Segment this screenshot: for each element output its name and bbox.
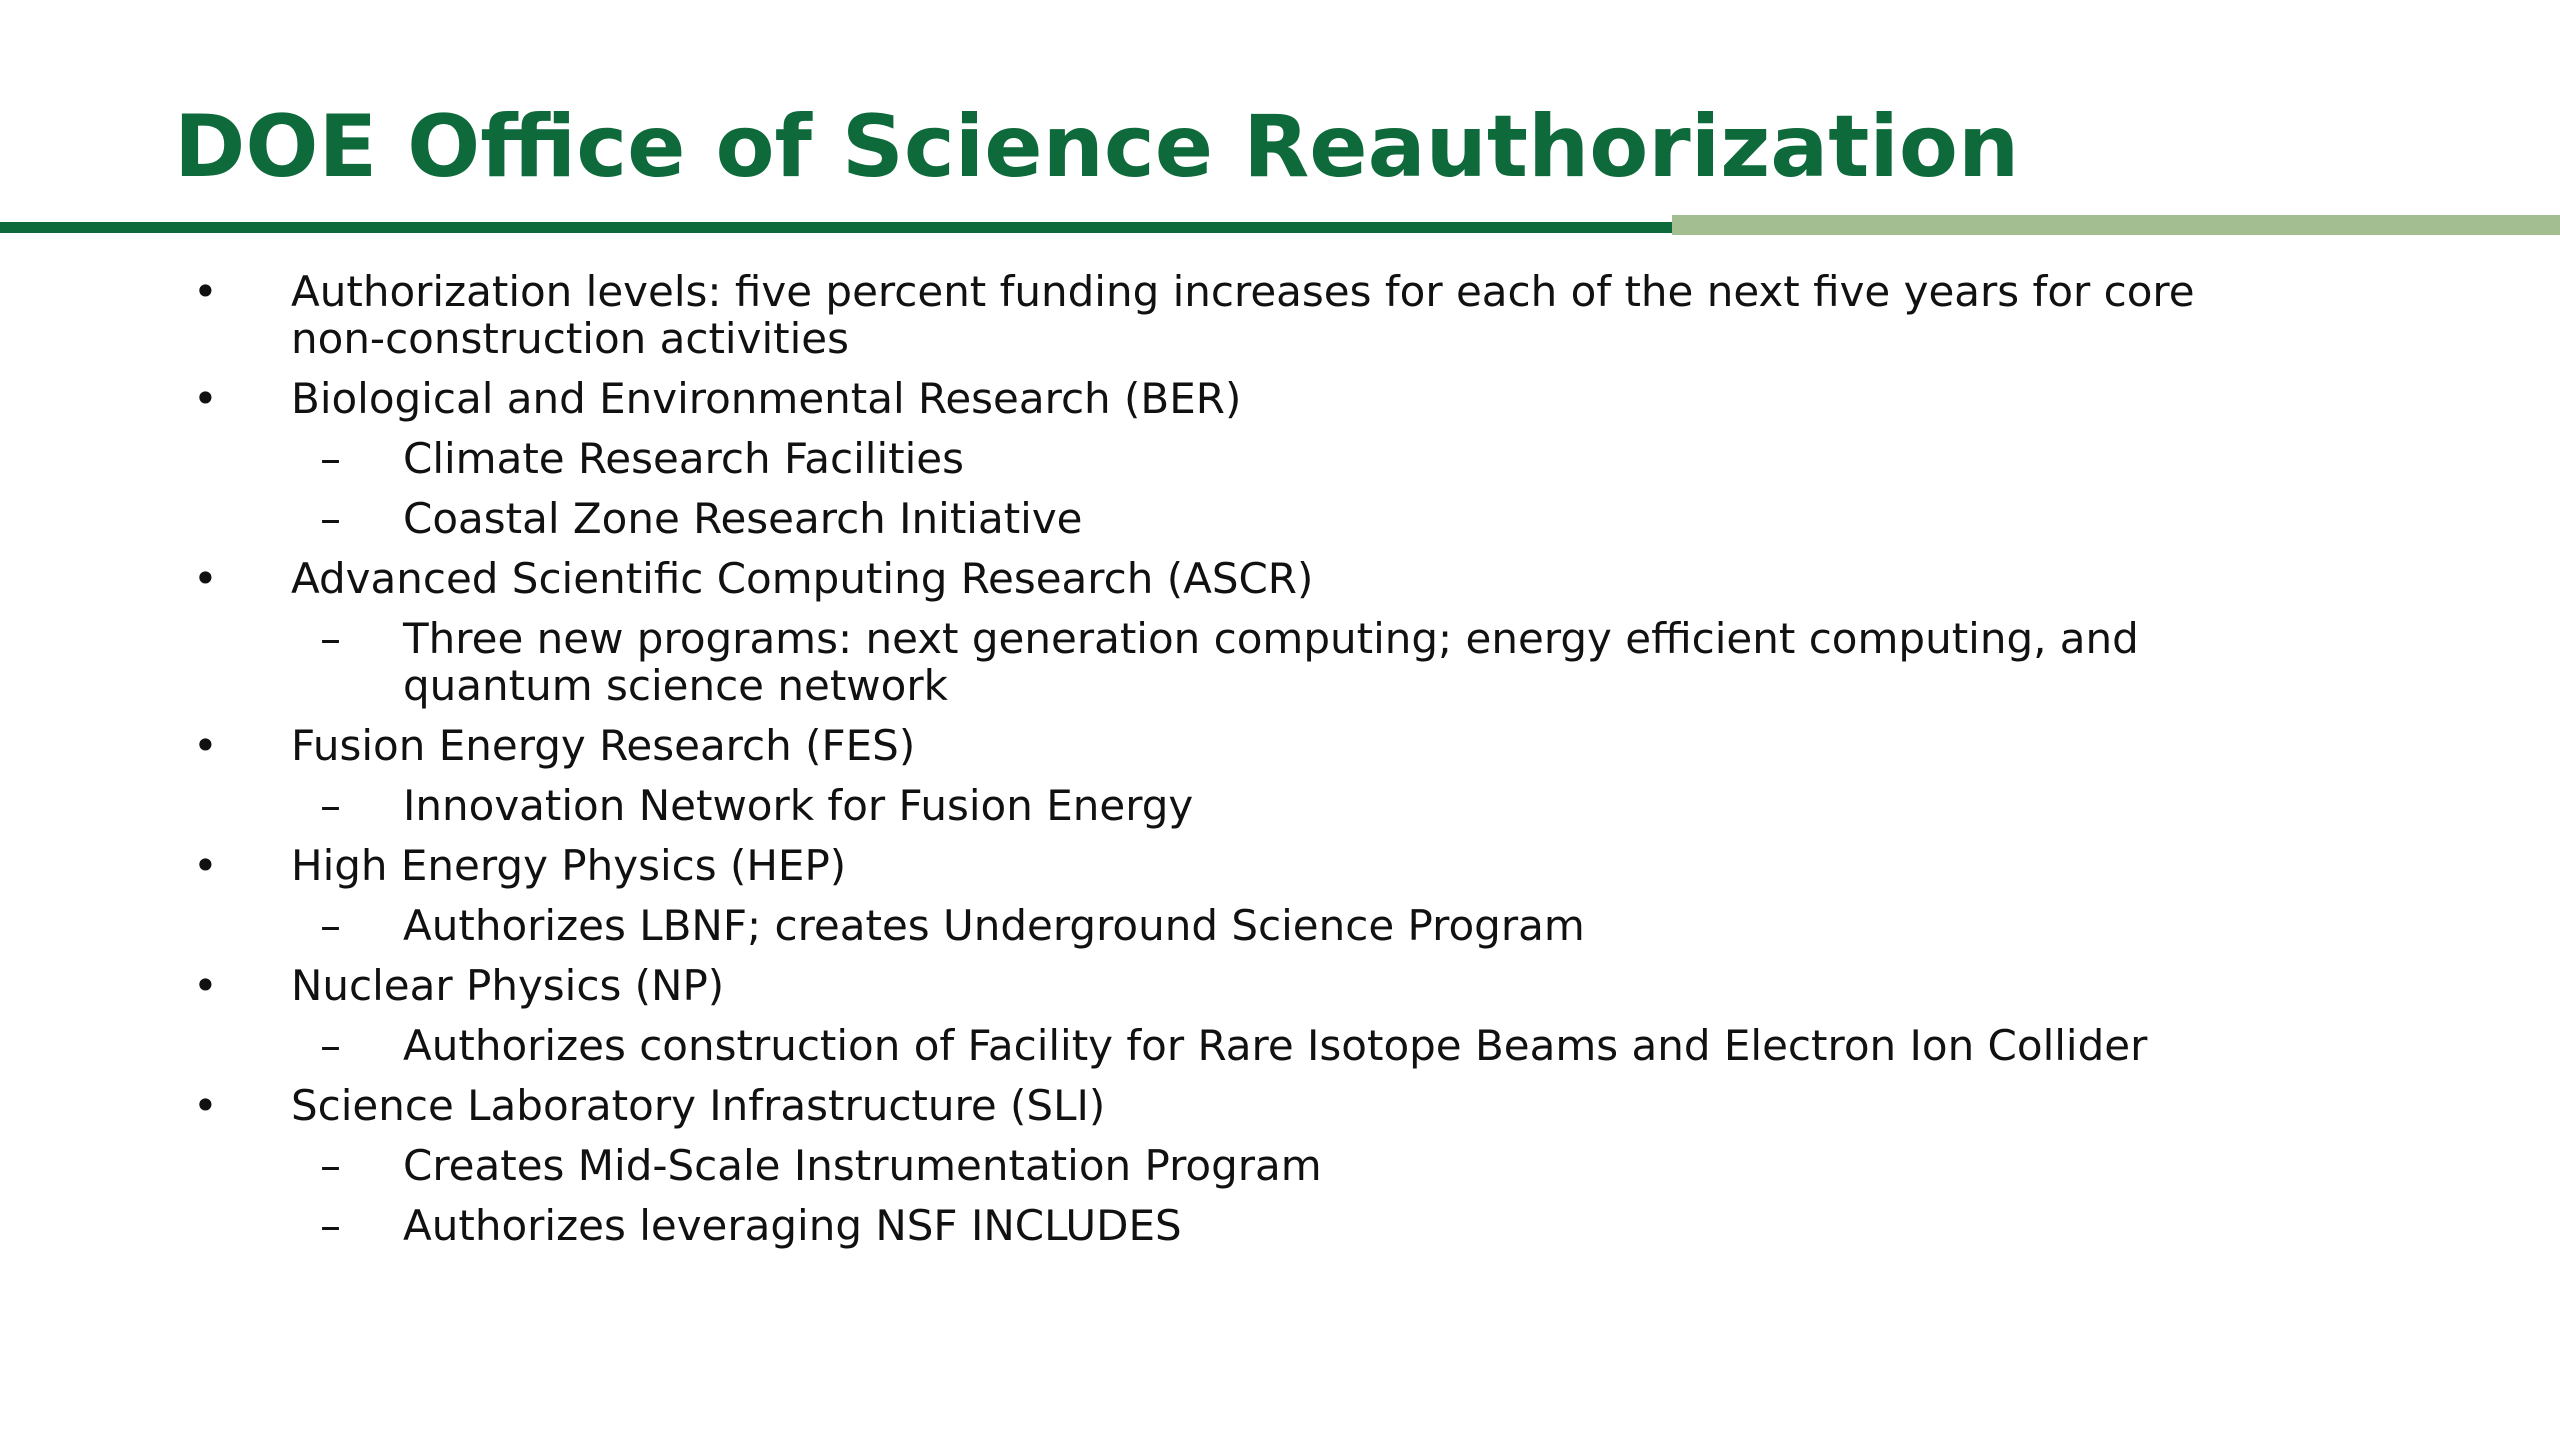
bullet-item xyxy=(0,962,2271,1009)
dash-marker: – xyxy=(320,781,341,830)
sub-bullet-item xyxy=(0,435,2283,482)
title-underline-dark xyxy=(0,222,1672,233)
bullet-list xyxy=(0,268,2560,1262)
title-underline-light xyxy=(1672,215,2560,235)
sub-bullet-text: Authorizes leveraging NSF INCLUDES xyxy=(403,1201,1182,1250)
sub-bullet-text: Authorizes construction of Facility for Rare Isotope Beams and Electron Ion Collider xyxy=(403,1021,2148,1070)
bullet-text: Biological and Environmental Research (BER) xyxy=(291,374,1242,423)
bullet-item xyxy=(0,722,2271,769)
sub-bullet-item xyxy=(0,1022,2283,1069)
bullet-text: Fusion Energy Research (FES) xyxy=(291,721,916,770)
sub-bullet-item xyxy=(0,495,2283,542)
dash-marker: – xyxy=(320,1201,341,1250)
bullet-marker: • xyxy=(193,841,218,890)
sub-bullet-text: Innovation Network for Fusion Energy xyxy=(403,781,1194,830)
bullet-marker: • xyxy=(193,721,218,770)
bullet-item xyxy=(0,375,2271,422)
bullet-text: High Energy Physics (HEP) xyxy=(291,841,847,890)
bullet-text: Authorization levels: five percent funding increases for each of the next five years for core non-construction activities xyxy=(291,267,2195,363)
bullet-item xyxy=(0,1082,2271,1129)
sub-bullet-item xyxy=(0,902,2283,949)
bullet-item xyxy=(0,842,2271,889)
dash-marker: – xyxy=(320,434,341,483)
sub-bullet-item xyxy=(0,782,2283,829)
sub-bullet-item xyxy=(0,615,2283,709)
bullet-marker: • xyxy=(193,374,218,423)
dash-marker: – xyxy=(320,494,341,543)
dash-marker: – xyxy=(320,614,341,663)
bullet-marker: • xyxy=(193,554,218,603)
sub-bullet-item xyxy=(0,1202,2283,1249)
bullet-text: Nuclear Physics (NP) xyxy=(291,961,725,1010)
bullet-item xyxy=(0,268,2271,362)
dash-marker: – xyxy=(320,1141,341,1190)
sub-bullet-text: Authorizes LBNF; creates Underground Science Program xyxy=(403,901,1585,950)
dash-marker: – xyxy=(320,901,341,950)
sub-bullet-text: Creates Mid-Scale Instrumentation Program xyxy=(403,1141,1322,1190)
bullet-text: Science Laboratory Infrastructure (SLI) xyxy=(291,1081,1106,1130)
bullet-item xyxy=(0,555,2271,602)
sub-bullet-text: Three new programs: next generation computing; energy efficient computing, and quantum science network xyxy=(403,614,2139,710)
bullet-text: Advanced Scientific Computing Research (ASCR) xyxy=(291,554,1314,603)
bullet-marker: • xyxy=(193,267,218,316)
bullet-marker: • xyxy=(193,1081,218,1130)
sub-bullet-text: Climate Research Facilities xyxy=(403,434,964,483)
bullet-marker: • xyxy=(193,961,218,1010)
sub-bullet-item xyxy=(0,1142,2283,1189)
slide-title: DOE Office of Science Reauthorization xyxy=(174,97,2020,197)
dash-marker: – xyxy=(320,1021,341,1070)
sub-bullet-text: Coastal Zone Research Initiative xyxy=(403,494,1083,543)
